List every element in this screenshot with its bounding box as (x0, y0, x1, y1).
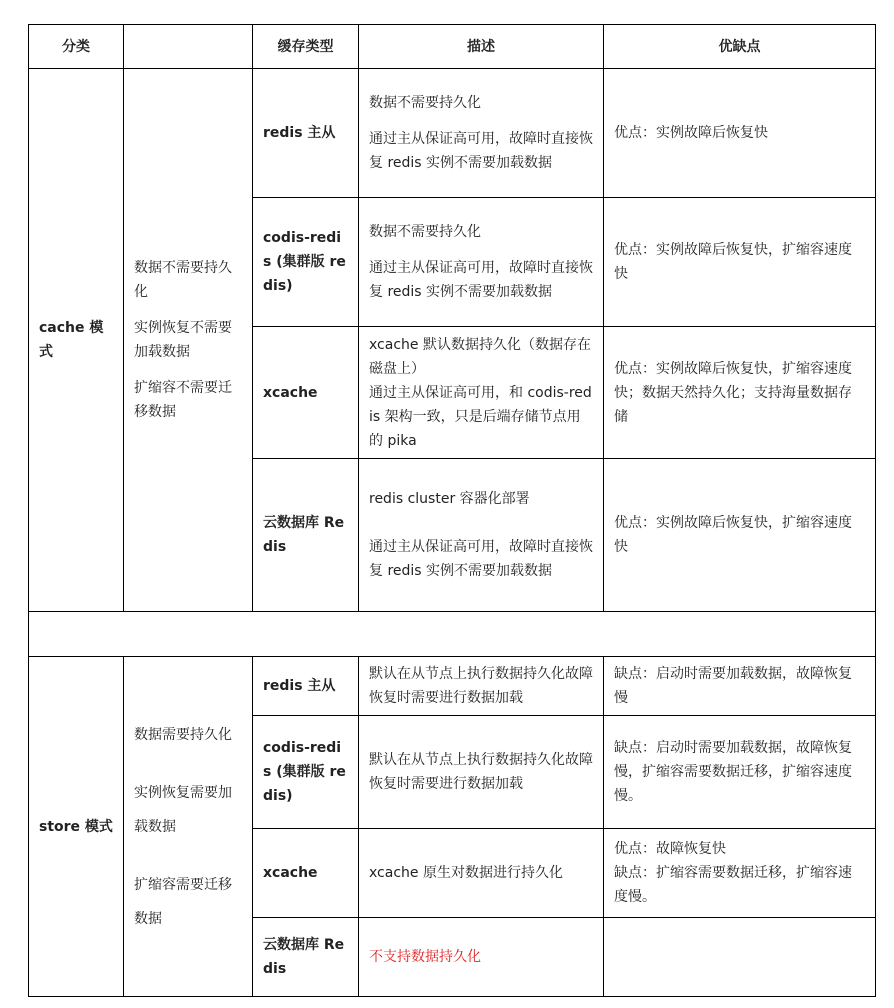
header-description: 描述 (359, 25, 604, 69)
desc-line: 数据不需要持久化 (369, 95, 481, 111)
description-cell (359, 198, 604, 327)
separator-row (29, 612, 876, 657)
cache-type-cell: 云数据库 Redis (253, 918, 359, 997)
desc-line: 通过主从保证高可用，故障时直接恢复 redis 实例不需要加载数据 (369, 260, 593, 300)
description-cell-warning: 不支持数据持久化 (359, 918, 604, 997)
desc-line: 通过主从保证高可用，故障时直接恢复 redis 实例不需要加载数据 (369, 539, 593, 579)
cache-type-cell: xcache (253, 327, 359, 459)
desc-line: xcache 默认数据持久化（数据存在磁盘上） (369, 336, 591, 377)
cache-traits (124, 69, 253, 612)
cache-type-cell: codis-redis (集群版 redis) (253, 716, 359, 829)
desc-line: 通过主从保证高可用，和 codis-redis 架构一致，只是后端存储节点用的 pika (369, 384, 592, 449)
cache-type-cell: redis 主从 (253, 69, 359, 198)
trait: 实例恢复不需要加载数据 (134, 320, 232, 360)
category-store: store 模式 (29, 657, 124, 997)
trait: 数据需要持久化 (134, 726, 232, 743)
pros-cons-cell (604, 829, 876, 918)
pros-cons-cell (604, 918, 876, 997)
table-row (29, 657, 876, 716)
cache-comparison-table (28, 24, 876, 997)
trait: 实例恢复需要加载数据 (134, 784, 232, 835)
table-row (29, 69, 876, 198)
pros-cons-cell: 缺点：启动时需要加载数据，故障恢复慢，扩缩容需要数据迁移，扩缩容速度慢。 (604, 716, 876, 829)
category-cache: cache 模式 (29, 69, 124, 612)
cache-type-cell: xcache (253, 829, 359, 918)
separator-cell (29, 612, 876, 657)
header-category: 分类 (29, 25, 124, 69)
pros-cons-cell: 优点：实例故障后恢复快 (604, 69, 876, 198)
trait: 扩缩容需要迁移数据 (134, 876, 232, 927)
desc-line: redis cluster 容器化部署 (369, 491, 530, 507)
description-cell (359, 327, 604, 459)
trait: 数据不需要持久化 (134, 260, 232, 300)
header-pros-cons: 优缺点 (604, 25, 876, 69)
header-row (29, 25, 876, 69)
pros-cons-cell: 优点：实例故障后恢复快，扩缩容速度快 (604, 198, 876, 327)
pros-cons-cell: 缺点：启动时需要加载数据，故障恢复慢 (604, 657, 876, 716)
desc-line: 数据不需要持久化 (369, 224, 481, 240)
description-cell: 默认在从节点上执行数据持久化故障恢复时需要进行数据加载 (359, 716, 604, 829)
header-cache-type: 缓存类型 (253, 25, 359, 69)
cache-type-cell: codis-redis (集群版 redis) (253, 198, 359, 327)
description-cell (359, 459, 604, 612)
store-traits (124, 657, 253, 997)
pros-line: 优点：故障恢复快 (614, 841, 726, 857)
pros-cons-cell: 优点：实例故障后恢复快，扩缩容速度快 (604, 459, 876, 612)
cache-type-cell: 云数据库 Redis (253, 459, 359, 612)
description-cell (359, 69, 604, 198)
header-blank (124, 25, 253, 69)
cache-type-cell: redis 主从 (253, 657, 359, 716)
description-cell: xcache 原生对数据进行持久化 (359, 829, 604, 918)
desc-line: 通过主从保证高可用，故障时直接恢复 redis 实例不需要加载数据 (369, 131, 593, 171)
pros-line: 缺点：扩缩容需要数据迁移，扩缩容速度慢。 (614, 865, 852, 905)
trait: 扩缩容不需要迁移数据 (134, 380, 232, 420)
description-cell: 默认在从节点上执行数据持久化故障恢复时需要进行数据加载 (359, 657, 604, 716)
pros-cons-cell: 优点：实例故障后恢复快，扩缩容速度快；数据天然持久化；支持海量数据存储 (604, 327, 876, 459)
